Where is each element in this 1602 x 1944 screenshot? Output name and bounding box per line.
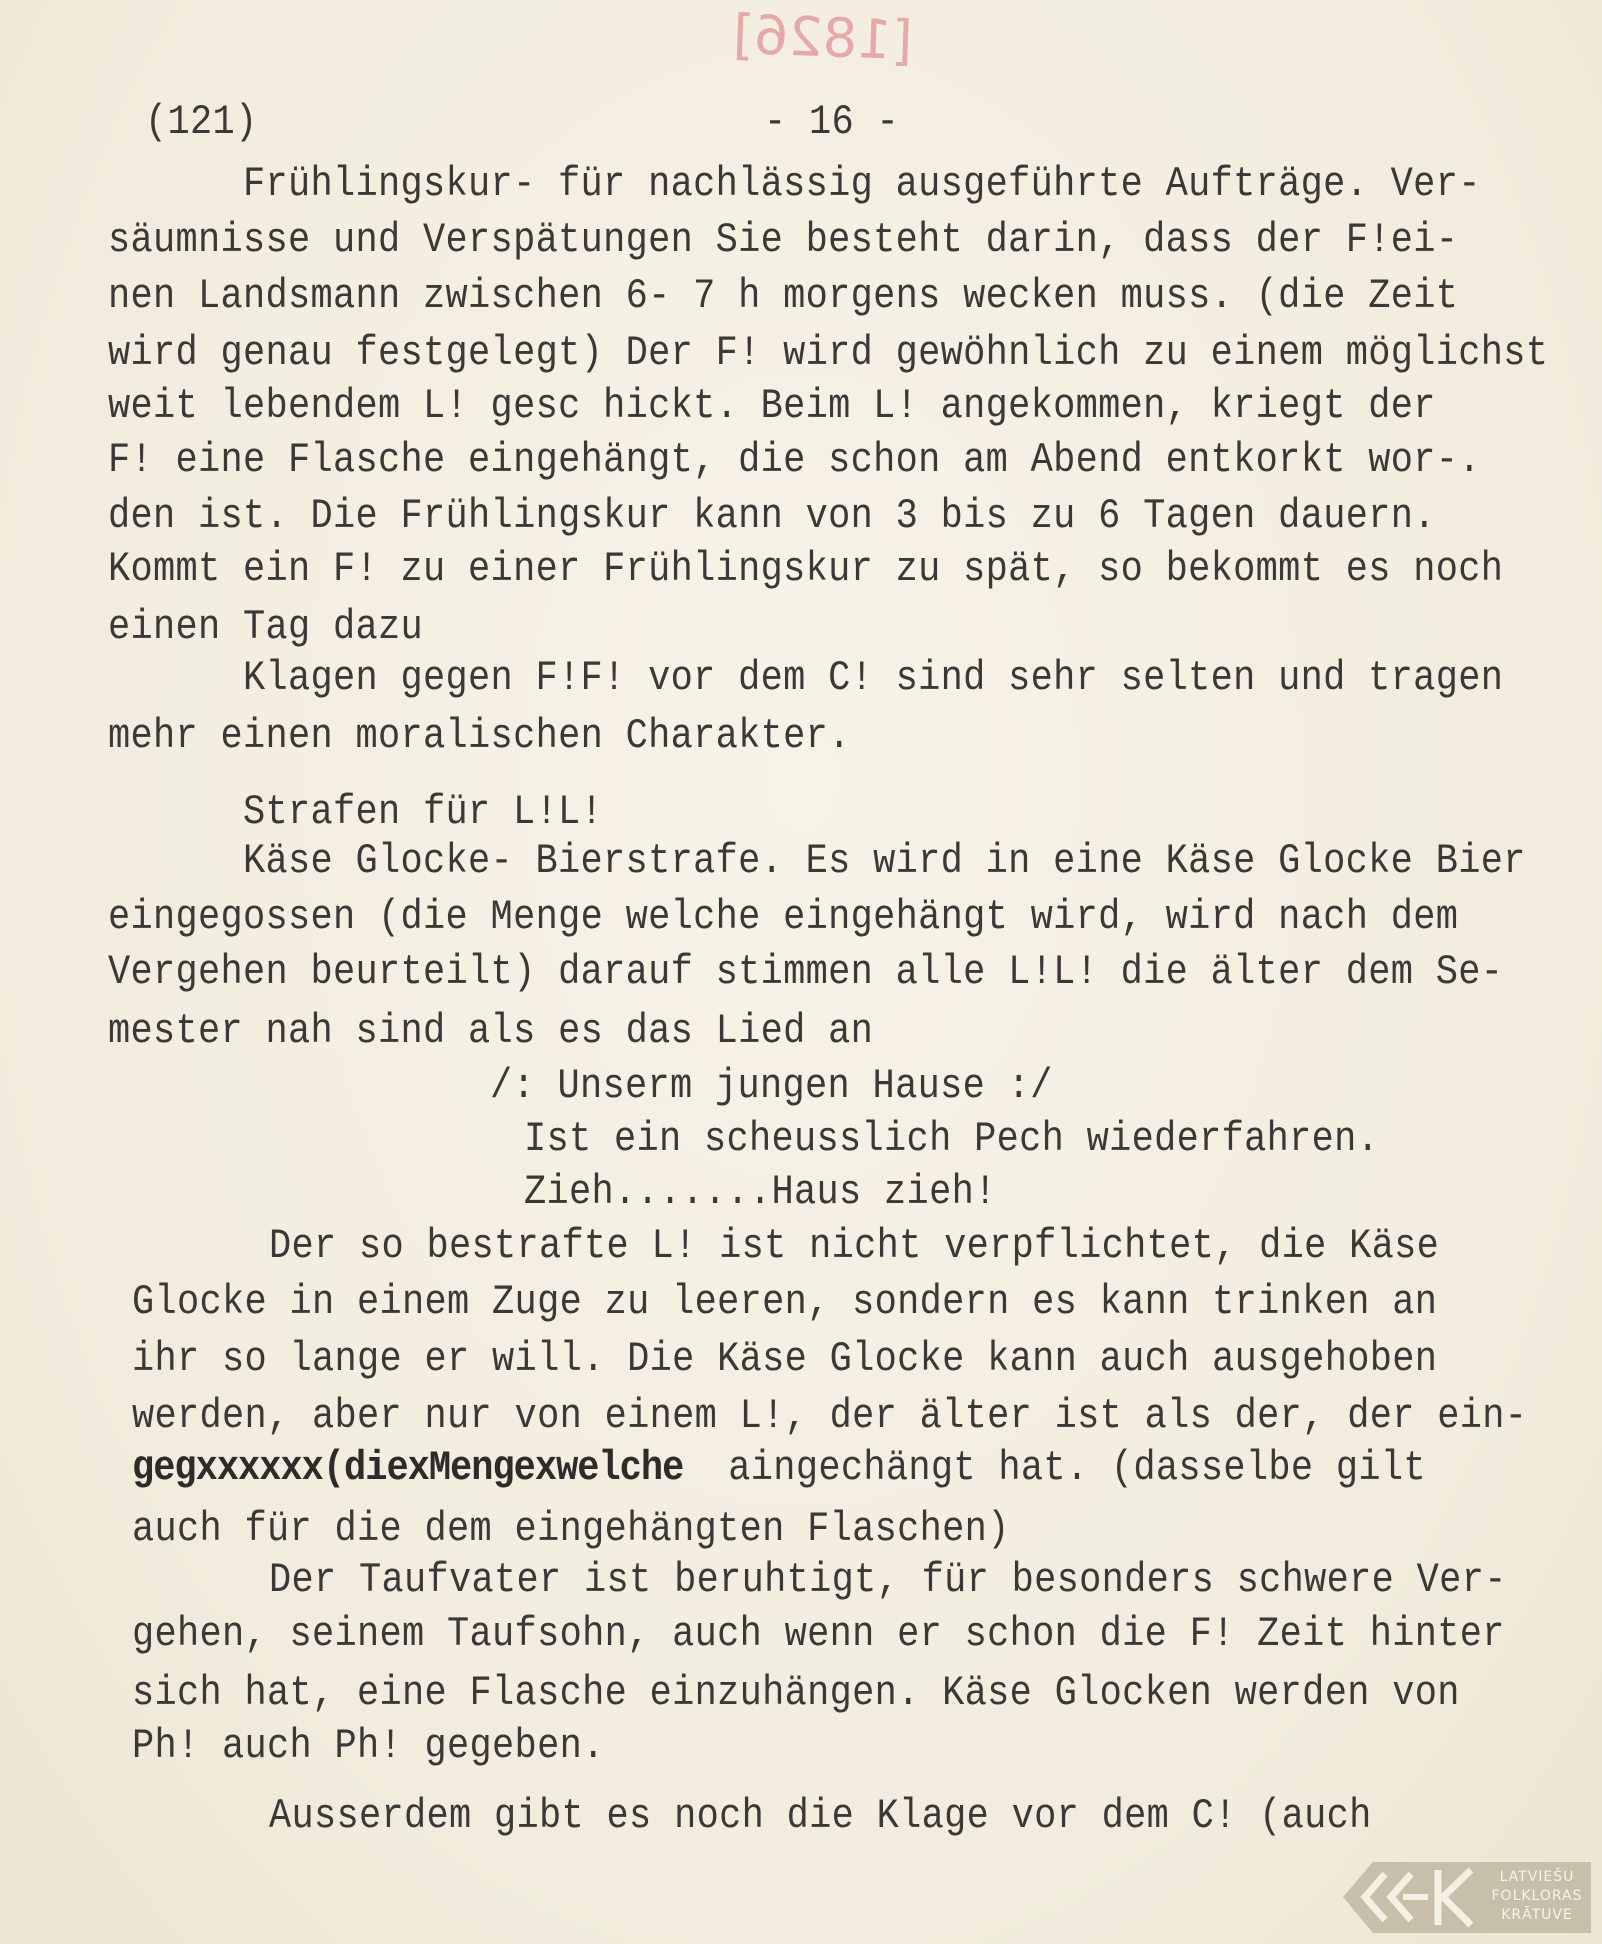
- text-line: säumnisse und Verspätungen Sie besteht darin, dass der F!ei-: [108, 217, 1459, 265]
- text-line: Klagen gegen F!F! vor dem C! sind sehr selten und tragen: [243, 655, 1504, 703]
- logo-text-line: FOLKLORAS: [1491, 1888, 1583, 1904]
- text-line: Der so bestrafte L! ist nicht verpflichtet, die Käse: [269, 1223, 1440, 1271]
- section-heading: Strafen für L!L!: [243, 789, 604, 837]
- text-line: nen Landsmann zwischen 6- 7 h morgens wecken muss. (die Zeit: [108, 273, 1459, 321]
- text-line-corrected: [132, 1444, 1426, 1493]
- text-line: auch für die dem eingehängten Flaschen): [132, 1506, 1010, 1554]
- text-line: Ausserdem gibt es noch die Klage vor dem C! (auch: [269, 1793, 1372, 1841]
- text-line: ihr so lange er will. Die Käse Glocke kann auch ausgehoben: [132, 1336, 1438, 1384]
- logo-text-line: KRĀTUVE: [1501, 1907, 1573, 1923]
- text-line: mehr einen moralischen Charakter.: [108, 713, 851, 761]
- text-line: eingegossen (die Menge welche eingehängt wird, wird nach dem: [108, 894, 1459, 942]
- text-line: sich hat, eine Flasche einzuhängen. Käse Glocken werden von: [132, 1670, 1460, 1718]
- text-line: Kommt ein F! zu einer Frühlingskur zu spät, so bekommt es noch: [108, 546, 1504, 594]
- text-line: Glocke in einem Zuge zu leeren, sondern es kann trinken an: [132, 1279, 1438, 1327]
- text-line: Ph! auch Ph! gegeben.: [132, 1723, 605, 1771]
- text-line: Der Taufvater ist beruhtigt, für besonders schwere Ver-: [269, 1557, 1507, 1605]
- text-line: wird genau festgelegt) Der F! wird gewöhnlich zu einem möglichst: [108, 330, 1549, 378]
- struck-out-text: gegxxxxxx(diexMengexwelche: [132, 1445, 684, 1493]
- song-line: Zieh.......Haus zieh!: [524, 1169, 997, 1217]
- logo-text-line: LATVIEŠU: [1499, 1869, 1575, 1885]
- text-line: Vergehen beurteilt) darauf stimmen alle L!L! die älter dem Se-: [108, 949, 1504, 997]
- text-line: gehen, seinem Taufsohn, auch wenn er schon die F! Zeit hinter: [132, 1611, 1505, 1659]
- text-line: Käse Glocke- Bierstrafe. Es wird in eine Käse Glocke Bier: [243, 838, 1526, 886]
- document-number: (121): [145, 99, 258, 147]
- archive-logo: [1343, 1862, 1591, 1933]
- text-line: F! eine Flasche eingehängt, die schon am Abend entkorkt wor-.: [108, 437, 1481, 485]
- text-line: den ist. Die Frühlingskur kann von 3 bis zu 6 Tagen dauern.: [108, 493, 1436, 541]
- text-line: werden, aber nur von einem L!, der älter ist als der, der ein-: [132, 1393, 1528, 1441]
- page-number: - 16 -: [764, 99, 900, 147]
- text-line: mester nah sind als es das Lied an: [108, 1008, 874, 1056]
- text-line-rest: aingechängt hat. (dasselbe gilt: [683, 1445, 1426, 1493]
- text-line: einen Tag dazu: [108, 604, 424, 652]
- text-line: Frühlingskur- für nachlässig ausgeführte Aufträge. Ver-: [243, 161, 1481, 209]
- song-line: Ist ein scheusslich Pech wiederfahren.: [524, 1116, 1380, 1164]
- text-line: weit lebendem L! gesc hickt. Beim L! angekommen, kriegt der: [108, 383, 1436, 431]
- archive-number-note: [1826]: [731, 2, 914, 73]
- song-line: /: Unserm jungen Hause :/: [490, 1063, 1053, 1111]
